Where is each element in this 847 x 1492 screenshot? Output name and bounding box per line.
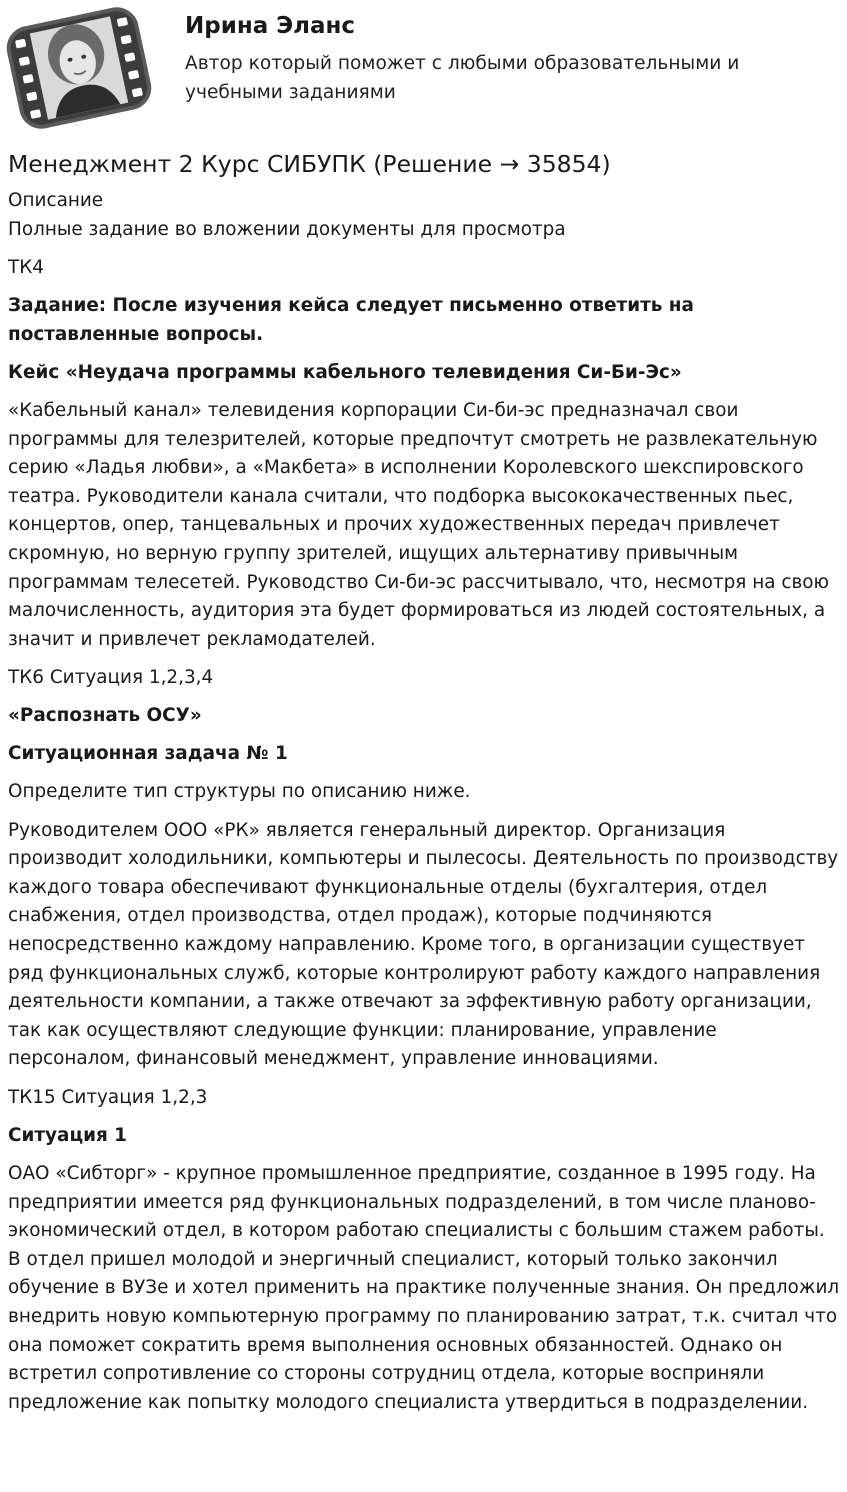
description-text: Полные задание во вложении документы для просмотра	[8, 218, 566, 240]
document-title: Менеджмент 2 Курс СИБУПК (Решение → 35854)	[8, 150, 611, 178]
author-name: Ирина Эланс	[185, 13, 356, 39]
paragraph: «Кабельный канал» телевидения корпорации Си-би-эс предназначал свои программы для телезрителей, которые предпочтут смотреть не развлекательную серию «Ладья любви», а «Макбета» в исполнении Королевского шекспировского театра. Руководители канала считали, что подборка высококачественных пьес, концертов, опер, танцевальных и прочих художественных передач привлечет скромную, но верную группу зрителей, ищущих альтернативу привычным программам телесетей. Руководство Си-би-эс рассчитывало, что, несмотря на свою малочисленность, аудитория эта будет формироваться из людей состоятельных, а значит и привлечет рекламодателей.	[8, 399, 830, 650]
task-heading: Задание: После изучения кейса следует письменно ответить на поставленные вопросы.	[8, 294, 694, 345]
paragraph: ТК6 Ситуация 1,2,3,4	[8, 666, 214, 688]
section-heading: Ситуация 1	[8, 1124, 127, 1146]
paragraph: ТК15 Ситуация 1,2,3	[8, 1086, 208, 1108]
document-content	[8, 187, 840, 1427]
paragraph: ТК4	[8, 256, 44, 278]
case-heading: Кейс «Неудача программы кабельного телевидения Си-Би-Эс»	[8, 361, 682, 383]
paragraph: Руководителем ООО «РК» является генеральный директор. Организация производит холодильники, компьютеры и пылесосы. Деятельность по производству каждого товара обеспечивают функциональные отделы (бухгалтерия, отдел снабжения, отдел производства, отдел продаж), которые подчиняются непосредственно каждому направлению. Кроме того, в организации существует ряд функциональных служб, которые контролируют работу каждого направления деятельности компании, а также отвечают за эффективную работу организации, так как осуществляют следующие функции: планирование, управление персоналом, финансовый менеджмент, управление инновациями.	[8, 819, 839, 1070]
description-label: Описание	[8, 190, 104, 211]
author-header	[0, 0, 847, 140]
section-heading: Ситуационная задача № 1	[8, 743, 288, 765]
paragraph: Определите тип структуры по описанию ниже.	[8, 781, 471, 803]
author-description: Автор который поможет с любыми образовательными и учебными заданиями	[185, 53, 740, 103]
paragraph: ОАО «Сибторг» - крупное промышленное предприятие, созданное в 1995 году. На предприятии имеется ряд функциональных подразделений, в том числе планово-экономический отдел, в котором работаю специалисты с большим стажем работы. В отдел пришел молодой и энергичный специалист, который только закончил обучение в ВУЗе и хотел применить на практике полученные знания. Он предложил внедрить новую компьютерную программу по планированию затрат, т.к. считал что она поможет сократить время выполнения основных обязанностей. Однако он встретил сопротивление со стороны сотрудниц отдела, которые восприняли предложение как попытку молодого специалиста утвердиться в подразделении.	[8, 1162, 840, 1413]
section-heading: «Распознать ОСУ»	[8, 705, 202, 727]
author-avatar	[6, 6, 152, 130]
